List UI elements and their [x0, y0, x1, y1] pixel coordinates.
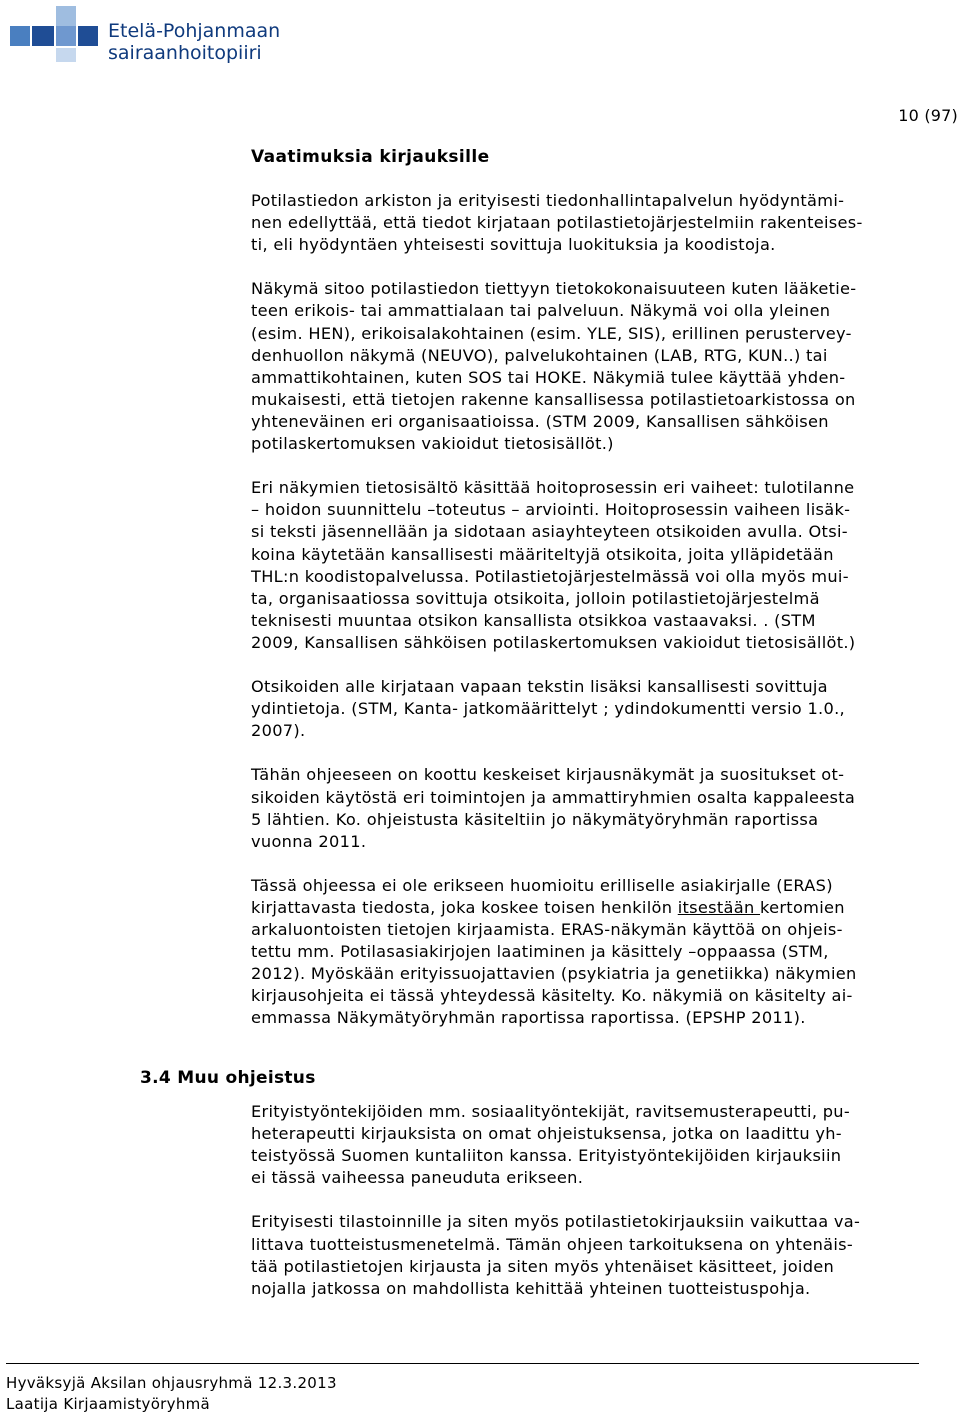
- text-line: Tähän ohjeeseen on koottu keskeiset kirjausnäkymät ja suositukset ot-: [251, 765, 845, 785]
- footer-approver: Hyväksyjä Aksilan ohjausryhmä 12.3.2013: [6, 1374, 337, 1392]
- paragraph-archive: [251, 190, 921, 256]
- text-line: Eri näkymien tietosisältö käsittää hoitoprosessin eri vaiheet: tulotilanne: [251, 478, 855, 498]
- text-line: ei tässä vaiheessa paneuduta erikseen.: [251, 1168, 584, 1188]
- logo-line-1: Etelä-Pohjanmaan: [108, 20, 281, 42]
- paragraph-productization: [251, 1211, 921, 1299]
- text-line: teen erikois- tai ammattialaan tai palveluun. Näkymä voi olla yleinen: [251, 301, 831, 321]
- paragraph-eras: [251, 875, 921, 1030]
- text-line: Potilastiedon arkiston ja erityisesti tiedonhallintapalvelun hyödyntämi-: [251, 191, 845, 210]
- text-line: 2012). Myöskään erityissuojattavien (psykiatria ja genetiikka) näkymien: [251, 964, 857, 984]
- paragraph-guide: [251, 764, 921, 852]
- text-line: Erityistyöntekijöiden mm. sosiaalityöntekijät, ravitsemusterapeutti, pu-: [251, 1102, 850, 1121]
- text-line: nojalla jatkossa on mahdollista kehittää yhteinen tuotteistuspohja.: [251, 1278, 811, 1298]
- text-line: si teksti jäsennellään ja sidotaan asiayhteyteen otsikoiden avulla. Otsi-: [251, 522, 848, 542]
- text-line: koina käytetään kansallisesti määriteltyjä otsikoita, joita ylläpidetään: [251, 544, 834, 564]
- text-line: – hoidon suunnittelu –toteutus – arviointi. Hoitoprosessin vaiheen lisäk-: [251, 500, 851, 520]
- text-fragment: kirjattavasta tiedosta, joka koskee toisen henkilön: [251, 898, 678, 917]
- text-line: emmassa Näkymätyöryhmän raportissa raportissa. (EPSHP 2011).: [251, 1008, 806, 1028]
- text-line: THL:n koodistopalvelussa. Potilastietojärjestelmässä voi olla myös mui-: [251, 566, 849, 586]
- text-line: kirjausohjeita ei tässä yhteydessä käsitelty. Ko. näkymiä on käsitelty ai-: [251, 986, 853, 1006]
- text-line: 5 lähtien. Ko. ohjeistusta käsiteltiin jo näkymätyöryhmän raportissa: [251, 809, 819, 829]
- text-line: Tässä ohjeessa ei ole erikseen huomioitu erilliselle asiakirjalle (ERAS): [251, 875, 833, 895]
- text-line: denhuollon näkymä (NEUVO), palvelukohtainen (LAB, RTG, KUN..) tai: [251, 345, 828, 365]
- logo-text: [108, 20, 280, 64]
- section-title: 3.4 Muu ohjeistus: [140, 1068, 316, 1088]
- footer: [6, 1373, 337, 1415]
- text-line: nen edellyttää, että tiedot kirjataan potilastietojärjestelmiin rakenteises-: [251, 213, 863, 233]
- text-line: ammattikohtainen, kuten SOS tai HOKE. Näkymiä tulee käyttää yhden-: [251, 367, 846, 387]
- text-fragment: kertomien: [760, 898, 845, 917]
- text-line: mukaisesti, että tietojen rakenne kansallisessa potilastietoarkistossa on: [251, 389, 856, 409]
- main-body-text: [251, 190, 921, 1052]
- text-line: yhteneväinen eri organisaatioissa. (STM 2009, Kansallisen sähköisen: [251, 411, 829, 431]
- paragraph-special-workers: [251, 1101, 921, 1189]
- text-line: vuonna 2011.: [251, 831, 367, 851]
- footer-author: Laatija Kirjaamistyöryhmä: [6, 1395, 211, 1413]
- text-line: Näkymä sitoo potilastiedon tiettyyn tietokokonaisuuteen kuten lääketie-: [251, 279, 857, 299]
- hospital-district-logo-icon: [6, 4, 102, 64]
- text-line: arkaluontoisten tietojen kirjaamista. ERAS-näkymän käyttöä on ohjeis-: [251, 920, 843, 940]
- text-line: (esim. HEN), erikoisalakohtainen (esim. YLE, SIS), erillinen perustervey-: [251, 323, 852, 343]
- section-body-text: [251, 1101, 921, 1322]
- text-line: ydintietoja. (STM, Kanta- jatkomäärittelyt ; ydindokumentti versio 1.0.,: [251, 699, 845, 719]
- page-number: 10 (97): [898, 106, 958, 125]
- paragraph-views: [251, 278, 921, 455]
- text-line: littava tuotteistusmenetelmä. Tämän ohjeen tarkoituksena on yhtenäis-: [251, 1234, 854, 1254]
- text-line: ta, organisaatiossa sovittuja otsikoita, jolloin potilastietojärjestelmä: [251, 588, 820, 608]
- section-heading: Vaatimuksia kirjauksille: [251, 147, 490, 167]
- text-line: tää potilastietojen kirjausta ja siten myös yhtenäiset käsitteet, joiden: [251, 1256, 835, 1276]
- text-line: [251, 897, 921, 919]
- text-line: Otsikoiden alle kirjataan vapaan tekstin lisäksi kansallisesti sovittuja: [251, 677, 828, 697]
- text-line: teknisesti muuntaa otsikon kansallista otsikkoa vastaavaksi. . (STM: [251, 610, 816, 630]
- text-line: tettu mm. Potilasasiakirjojen laatiminen ja käsittely –oppaassa (STM,: [251, 942, 829, 962]
- text-line: sikoiden käytöstä eri toimintojen ja ammattiryhmien osalta kappaleesta: [251, 787, 856, 807]
- underlined-phrase: itsestään: [677, 898, 760, 917]
- paragraph-content: [251, 477, 921, 654]
- text-line: teistyössä Suomen kuntaliiton kanssa. Erityistyöntekijöiden kirjauksiin: [251, 1146, 842, 1166]
- footer-divider: [6, 1363, 919, 1364]
- text-line: 2009, Kansallisen sähköisen potilaskertomuksen vakioidut tietosisällöt.): [251, 632, 856, 652]
- text-line: heterapeutti kirjauksista on omat ohjeistuksensa, jotka on laadittu yh-: [251, 1124, 842, 1144]
- text-line: potilaskertomuksen vakioidut tietosisällöt.): [251, 434, 614, 454]
- logo-line-2: sairaanhoitopiiri: [108, 42, 262, 64]
- text-line: Erityisesti tilastoinnille ja siten myös potilastietokirjauksiin vaikuttaa va-: [251, 1212, 861, 1232]
- text-line: ti, eli hyödyntäen yhteisesti sovittuja luokituksia ja koodistoja.: [251, 235, 776, 255]
- paragraph-core-data: [251, 676, 921, 742]
- text-line: 2007).: [251, 721, 306, 741]
